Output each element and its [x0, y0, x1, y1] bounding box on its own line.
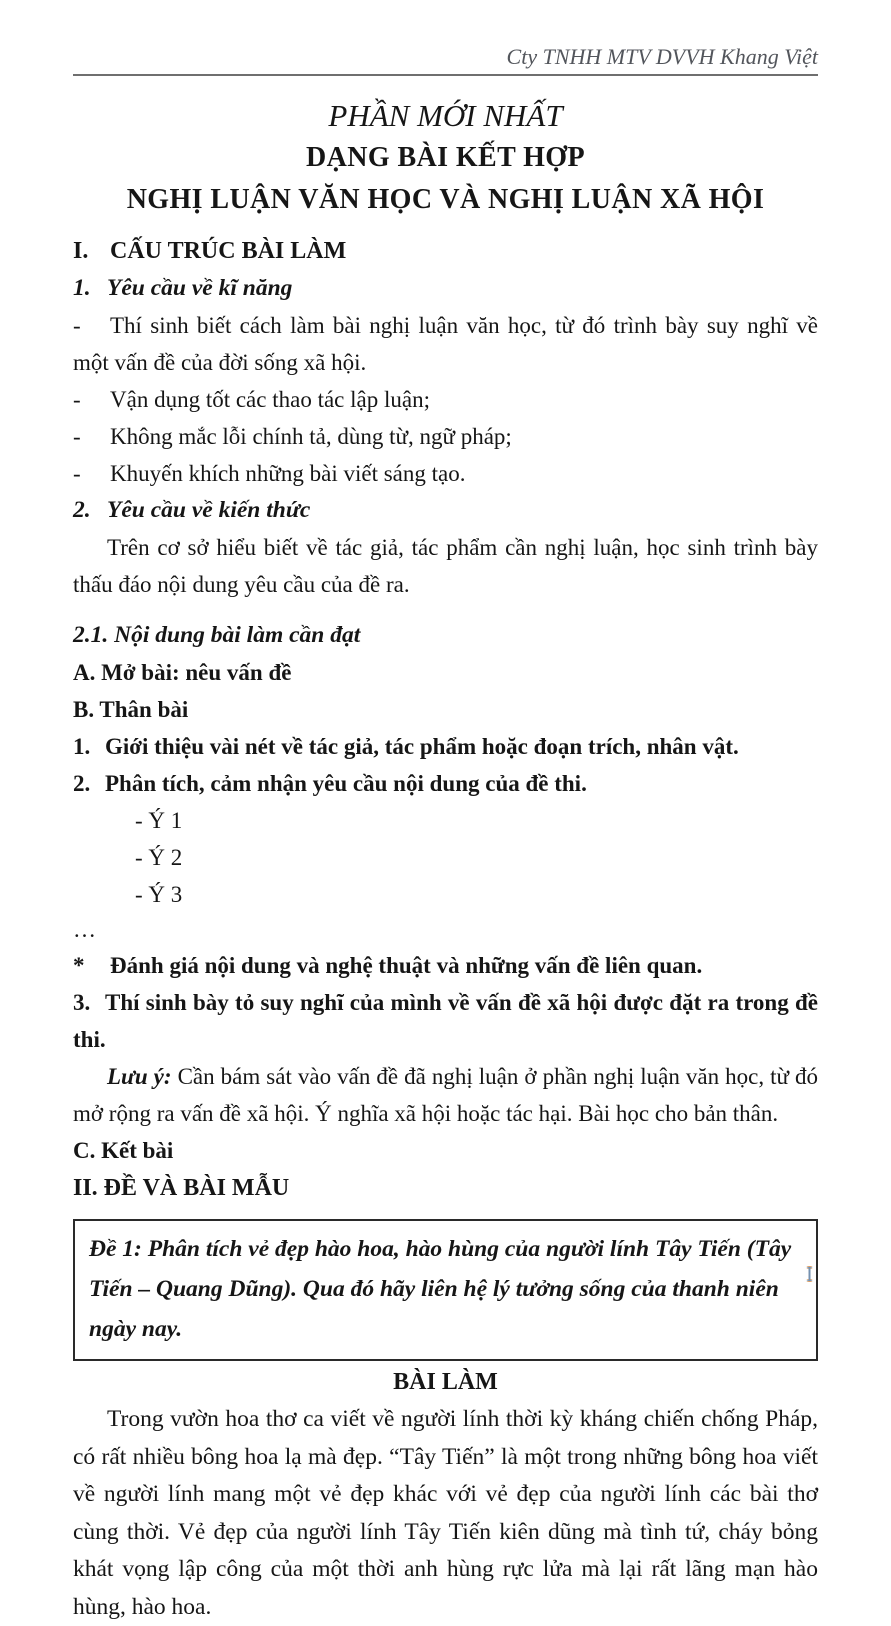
topic-label: Đề 1: [89, 1236, 142, 1262]
page-number: I [806, 1262, 813, 1286]
outline-item-1 [73, 728, 818, 765]
outline-star-item-text: Đánh giá nội dung và nghệ thuật và những vấn đề liên quan. [110, 953, 703, 978]
main-title-line-2: NGHỊ LUẬN VĂN HỌC VÀ NGHỊ LUẬN XÃ HỘI [126, 184, 765, 215]
subsection-1-heading [73, 270, 818, 307]
outline-item-3-text: Thí sinh bày tỏ suy nghĩ của mình về vấn đề xã hội được đặt ra trong đề thi. [73, 990, 818, 1052]
outline-open: A. Mở bài: nêu vấn đề [73, 660, 292, 685]
dash-marker: - [73, 461, 81, 486]
subsection-2-heading [73, 492, 818, 529]
topic-text: Phân tích vẻ đẹp hào hoa, hào hùng của người lính Tây Tiến (Tây Tiến – Quang Dũng). Qua đó hãy liên hệ lý tưởng sống của thanh niên ngày nay. [89, 1236, 792, 1342]
skill-item [73, 455, 818, 492]
outline-body: B. Thân bài [73, 697, 189, 722]
outline-item-2-text: Phân tích, cảm nhận yêu cầu nội dung của đề thi. [105, 771, 587, 796]
subsection-2-number: 2. [73, 497, 91, 523]
essay-heading: BÀI LÀM [393, 1369, 498, 1395]
publisher-name: Cty TNHH MTV DVVH Khang Việt [506, 44, 818, 69]
knowledge-paragraph: Trên cơ sở hiểu biết về tác giả, tác phẩm cần nghị luận, học sinh trình bày thấu đáo nội dung yêu cầu của đề ra. [73, 535, 818, 597]
subsection-1-number: 1. [73, 275, 91, 301]
subsection-2-1-heading: 2.1. Nội dung bài làm cần đạt [73, 622, 361, 648]
subsection-1-title: Yêu cầu về kĩ năng [107, 275, 293, 301]
essay-paragraph: Trong vườn hoa thơ ca viết về người lính thời kỳ kháng chiến chống Pháp, có rất nhiều bông hoa lạ mà đẹp. “Tây Tiến” là một trong những bông hoa viết về người lính mang một vẻ đẹp khác với vẻ đẹp của người lính các bài thơ cùng thời. Vẻ đẹp của người lính Tây Tiến kiên dũng mà tình tứ, cháy bỏng khát vọng lập công của một thời anh hùng rực lửa mà lại rất lãng mạn hào hùng, hào hoa. [73, 1406, 818, 1620]
section-2-heading: II. ĐỀ VÀ BÀI MẪU [73, 1175, 290, 1201]
outline-item-1-text: Giới thiệu vài nét về tác giả, tác phẩm hoặc đoạn trích, nhân vật. [105, 734, 739, 759]
dash-marker: - [73, 387, 81, 412]
sub-point-2: - Ý 2 [135, 845, 183, 870]
item-number: 1. [73, 734, 91, 759]
section-1-title: CẤU TRÚC BÀI LÀM [110, 238, 347, 264]
outline-item-3 [73, 984, 818, 1058]
dash-marker: - [73, 424, 81, 449]
outline-item-2 [73, 765, 818, 802]
topic-box [73, 1219, 818, 1361]
skill-item [73, 418, 818, 455]
skill-item-text: Vận dụng tốt các thao tác lập luận; [110, 387, 430, 412]
subsection-2-title: Yêu cầu về kiến thức [107, 497, 311, 523]
section-1-number: I. [73, 238, 89, 264]
outline-star-item [73, 947, 818, 984]
section-1-heading [73, 232, 818, 270]
skill-item-text: Không mắc lỗi chính tả, dùng từ, ngữ pháp; [110, 424, 512, 449]
item-number: 2. [73, 771, 91, 796]
skill-item-text: Thí sinh biết cách làm bài nghị luận văn học, từ đó trình bày suy nghĩ về một vấn đề của đời sống xã hội. [73, 313, 818, 375]
dash-marker: - [73, 313, 81, 338]
sub-point-3: - Ý 3 [135, 882, 183, 907]
note-paragraph [73, 1058, 818, 1132]
sub-point-1: - Ý 1 [135, 808, 183, 833]
part-title: PHẦN MỚI NHẤT [328, 98, 563, 133]
skill-item [73, 381, 818, 418]
outline-close: C. Kết bài [73, 1138, 174, 1163]
note-text: Cần bám sát vào vấn đề đã nghị luận ở phần nghị luận văn học, từ đó mở rộng ra vấn đề xã hội. Ý nghĩa xã hội hoặc tác hại. Bài học cho bản thân. [73, 1064, 819, 1126]
note-label: Lưu ý: [107, 1064, 172, 1089]
ellipsis: … [73, 917, 96, 942]
skill-item-text: Khuyến khích những bài viết sáng tạo. [110, 461, 466, 486]
item-number: 3. [73, 990, 91, 1015]
header-divider [73, 74, 818, 76]
skill-item [73, 307, 818, 381]
asterisk-marker: * [73, 953, 85, 978]
main-title-line-1: DẠNG BÀI KẾT HỢP [306, 142, 585, 173]
